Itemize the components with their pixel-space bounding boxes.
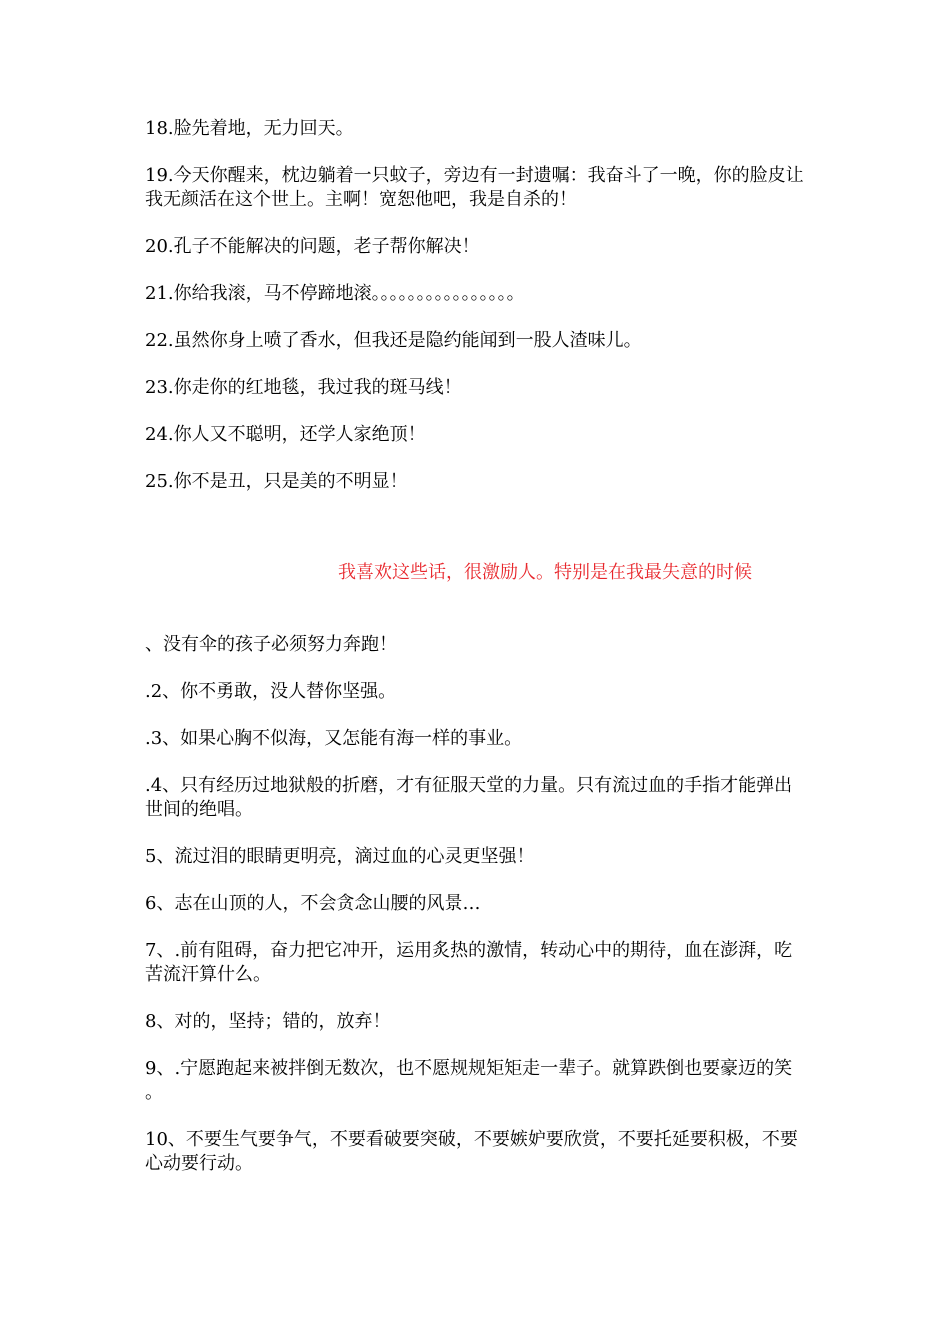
list-item: .2、你不勇敢，没人替你坚强。 <box>145 681 397 702</box>
section-heading: 我喜欢这些话，很激励人。特别是在我最失意的时候 <box>338 562 752 583</box>
list-item: 、没有伞的孩子必须努力奔跑！ <box>145 634 397 655</box>
document-body <box>145 117 810 1199</box>
list-item: .3、如果心胸不似海，又怎能有海一样的事业。 <box>145 728 523 749</box>
list-item: 24.你人又不聪明，还学人家绝顶！ <box>145 424 426 445</box>
list-item: 7、.前有阻碍，奋力把它冲开，运用炙热的激情，转动心中的期待，血在澎湃，吃苦流汗算什么。 <box>145 940 793 985</box>
list-item: 9、.宁愿跑起来被拌倒无数次，也不愿规规矩矩走一辈子。就算跌倒也要豪迈的笑 。 <box>145 1058 798 1103</box>
list-item: 8、对的，坚持；错的，放弃！ <box>145 1011 391 1032</box>
list-item: 18.脸先着地，无力回天。 <box>145 118 354 139</box>
list-item: 6、志在山顶的人，不会贪念山腰的风景… <box>145 893 481 914</box>
list-item: 5、流过泪的眼睛更明亮，滴过血的心灵更坚强！ <box>145 846 535 867</box>
list-item: 19.今天你醒来，枕边躺着一只蚊子，旁边有一封遗嘱：我奋斗了一晚，你的脸皮让我无颜活在这个世上。主啊！宽恕他吧，我是自杀的！ <box>145 165 804 210</box>
list-item: .4、只有经历过地狱般的折磨，才有征服天堂的力量。只有流过血的手指才能弹出世间的绝唱。 <box>145 775 793 820</box>
list-item: 22.虽然你身上喷了香水，但我还是隐约能闻到一股人渣味儿。 <box>145 330 642 351</box>
list-item: 20.孔子不能解决的问题，老子帮你解决！ <box>145 236 480 257</box>
list-item: 25.你不是丑，只是美的不明显！ <box>145 471 408 492</box>
list-item: 21.你给我滚，马不停蹄地滚。。。。。。。。。。。。。。。。 <box>145 283 525 304</box>
list-item: 10、不要生气要争气，不要看破要突破，不要嫉妒要欣赏，不要托延要积极，不要心动要行动。 <box>145 1129 798 1174</box>
list-item: 23.你走你的红地毯，我过我的斑马线！ <box>145 377 462 398</box>
